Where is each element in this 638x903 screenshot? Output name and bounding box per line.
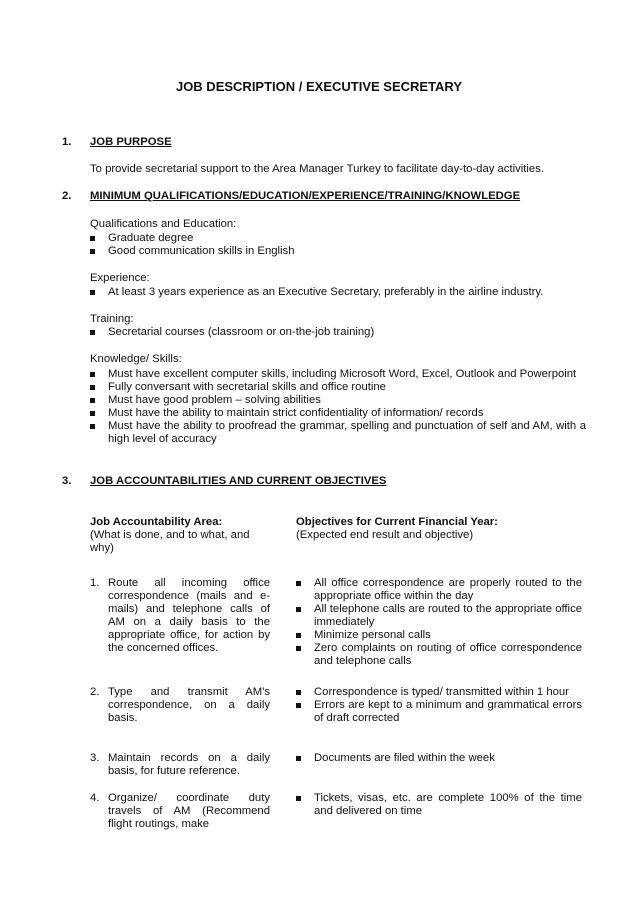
knowledge-label: Knowledge/ Skills:	[90, 353, 182, 365]
list-item: Graduate degree	[90, 232, 586, 245]
bullet-icon	[296, 690, 301, 695]
bullet-icon	[296, 646, 301, 651]
bullet-icon	[296, 607, 301, 612]
objectives-header-subtitle: (Expected end result and objective)	[296, 529, 474, 541]
bullet-icon	[90, 249, 95, 254]
document-title: JOB DESCRIPTION / EXECUTIVE SECRETARY	[175, 79, 463, 94]
list-item: Fully conversant with secretarial skills and office routine	[90, 381, 586, 394]
list-item: Must have the ability to proofread the grammar, spelling and punctuation of self and AM, with a high level of accuracy	[90, 420, 586, 446]
list-item: Must have good problem – solving abilities	[90, 394, 586, 407]
bullet-icon	[90, 236, 95, 241]
section-3-number: 3.	[62, 475, 72, 487]
list-item: All office correspondence are properly routed to the appropriate office within the day	[296, 577, 582, 603]
section-2-heading: MINIMUM QUALIFICATIONS/EDUCATION/EXPERIENCE/TRAINING/KNOWLEDGE	[90, 190, 521, 202]
list-item: Documents are filed within the week	[296, 752, 582, 765]
section-3-heading: JOB ACCOUNTABILITIES AND CURRENT OBJECTIVES	[90, 475, 387, 487]
bullet-icon	[90, 290, 95, 295]
list-item: Good communication skills in English	[90, 245, 586, 258]
row-number: 1.	[90, 577, 100, 589]
bullet-icon	[90, 424, 95, 429]
area-text: Organize/ coordinate duty travels of AM (Recommend flight routings, make	[108, 792, 270, 830]
table-row-1-objectives	[296, 577, 582, 668]
objectives-header-title: Objectives for Current Financial Year:	[296, 516, 498, 528]
list-item: Secretarial courses (classroom or on-the-job training)	[90, 326, 586, 339]
area-text: Type and transmit AM's correspondence, on a daily basis.	[108, 686, 270, 724]
training-list	[90, 326, 586, 339]
table-row-2-area	[90, 686, 270, 725]
objectives-header	[296, 516, 582, 542]
list-item: At least 3 years experience as an Executive Secretary, preferably in the airline industry.	[90, 286, 586, 299]
accountability-header-title: Job Accountability Area:	[90, 516, 223, 528]
list-item: Zero complaints on routing of office correspondence and telephone calls	[296, 642, 582, 668]
bullet-icon	[296, 703, 301, 708]
training-label: Training:	[90, 313, 134, 325]
bullet-icon	[90, 398, 95, 403]
experience-label: Experience:	[90, 272, 150, 284]
bullet-icon	[296, 581, 301, 586]
section-1-number: 1.	[62, 136, 72, 148]
table-row-3-objectives	[296, 752, 582, 765]
section-1-heading: JOB PURPOSE	[90, 136, 172, 148]
job-purpose-text: To provide secretarial support to the Area Manager Turkey to facilitate day-to-day activities.	[90, 163, 544, 175]
list-item: Must have the ability to maintain strict confidentiality of information/ records	[90, 407, 586, 420]
area-text: Route all incoming office correspondence (mails and e-mails) and telephone calls of AM on a daily basis to the appropriate office, for action by the concerned offices.	[108, 577, 270, 654]
bullet-icon	[296, 756, 301, 761]
table-row-4-objectives	[296, 792, 582, 818]
row-number: 3.	[90, 752, 100, 764]
table-row-4-area	[90, 792, 270, 831]
list-item: All telephone calls are routed to the appropriate office immediately	[296, 603, 582, 629]
list-item: Errors are kept to a minimum and grammatical errors of draft corrected	[296, 699, 582, 725]
table-row-3-area	[90, 752, 270, 778]
bullet-icon	[296, 796, 301, 801]
list-item: Tickets, visas, etc. are complete 100% of the time and delivered on time	[296, 792, 582, 818]
qualifications-label: Qualifications and Education:	[90, 218, 237, 230]
qualifications-list	[90, 232, 586, 258]
list-item: Minimize personal calls	[296, 629, 582, 642]
area-text: Maintain records on a daily basis, for future reference.	[108, 752, 270, 777]
table-row-2-objectives	[296, 686, 582, 725]
knowledge-list	[90, 368, 586, 446]
list-item: Correspondence is typed/ transmitted within 1 hour	[296, 686, 582, 699]
row-number: 4.	[90, 792, 100, 804]
bullet-icon	[90, 330, 95, 335]
bullet-icon	[90, 372, 95, 377]
bullet-icon	[296, 633, 301, 638]
list-item: Must have excellent computer skills, including Microsoft Word, Excel, Outlook and Powerpoint	[90, 368, 586, 381]
bullet-icon	[90, 385, 95, 390]
accountability-header	[90, 516, 270, 555]
experience-list	[90, 286, 586, 299]
accountability-header-subtitle: (What is done, and to what, and why)	[90, 529, 250, 554]
table-row-1-area	[90, 577, 270, 655]
section-2-number: 2.	[62, 190, 72, 202]
bullet-icon	[90, 411, 95, 416]
row-number: 2.	[90, 686, 100, 698]
